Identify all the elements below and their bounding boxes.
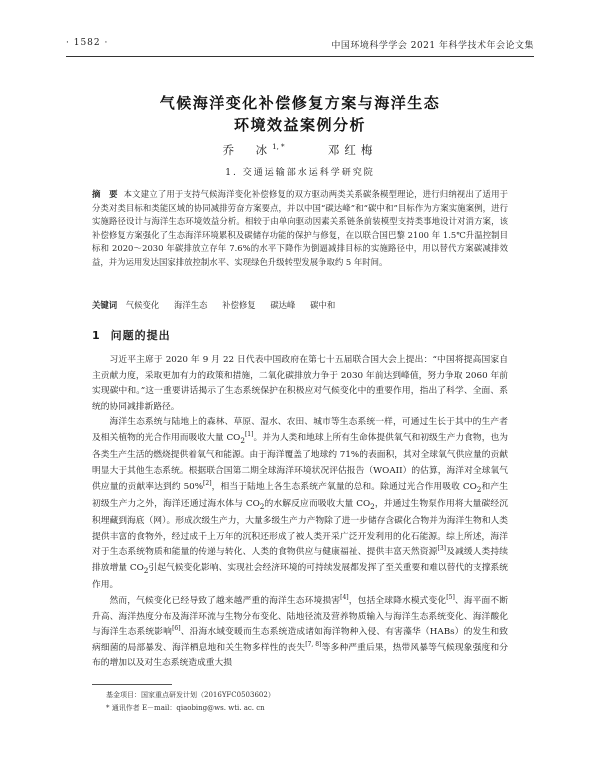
section-heading <box>92 327 171 343</box>
author-name: 乔 冰 <box>222 143 273 157</box>
body-text <box>92 353 508 672</box>
page-number: · 1582 · <box>66 38 109 48</box>
abstract <box>92 188 508 270</box>
keywords <box>92 299 508 313</box>
citation: [5] <box>446 594 455 601</box>
paragraph: 然而，气候变化已经导致了越来越严重的海洋生态环境损害[4]，包括全球降水模式变化[5]、海平面不断升高、海洋热度分布及海洋环流与生物分布变化、陆地径流及营养物质输入与海洋生态系统变化、海洋酸化与海洋生态系统影响[6]、沿海水域变暖而生态系统造成诸如海洋物种入侵、有害藻华（HABs）的发生和致病细菌的局部暴发、海洋栖息地和关生物多样性的丧失[7, 8]等多种严重后果，热带风暴等气候现象强度和分布的增加以及对生态系统造成重大损 <box>92 594 509 669</box>
author-affiliation-mark: 1, * <box>272 143 285 152</box>
citation: [2] <box>203 479 212 487</box>
footnotes <box>92 689 508 715</box>
paper-title-line-1: 气候海洋变化补偿修复方案与海洋生态 <box>159 94 441 112</box>
section-number: 1 <box>92 329 101 342</box>
citation: [1] <box>244 431 254 439</box>
footnote-corresponding-author: * 通讯作者 E－mail：qiaobing@ws. wti. ac. cn <box>106 704 265 712</box>
author-name: 邓红梅 <box>327 143 378 157</box>
affiliation: 1. 交通运输部水运科学研究院 <box>225 168 375 178</box>
keyword: 气候变化 <box>125 300 160 310</box>
keyword: 补偿修复 <box>222 300 256 310</box>
citation: [6] <box>172 625 181 633</box>
paragraph: 海洋生态系统与陆地上的森林、草原、湿水、农田、城市等生态系统一样，可通过生长于其中的生产者及相关植物的光合作用而吸收大量 $CO_2[1]$。并为人类和地球上所有生命体提供氧气和初级生产力食物，也为各类生产生活的燃烧提供着氧气和能源。由于海洋覆盖了地球约 71%的表面积，其对全球氧气供应量的贡献明显大于其他生态系统。根据联合国第二期全球海洋环境状况评估报告（WOAII）的估算，海洋对全球氧气供应量的贡献率达到约 50%[2]，相当于陆地上各生态系统产氧量的总和。除通过光合作用吸收 $CO_2$和产生初级生产力之外，海洋还通过海水体与 $CO_2$的水解反应而吸收大量 $CO_2$，并通过生物泵作用将大量碳经沉积埋藏到海底（网）。形成次级生产力，大量多级生产力产物除了进一步储存含碳化合物并为海洋生物和人类提供丰富的食物外，经过成千上万年的沉积还形成了被人类开采广泛开发利用的化石能源。综上所述，海洋对于生态系统物质和能量的传递与转化、人类的食物供应与健康福祉、提供丰富天然资源[3]及减缓人类持续排放增量 $CO_2$引起气候变化影响、实现社会经济环境的可持续发展都发挥了至关重要和难以替代的支撑系统作用。 <box>92 417 509 591</box>
keyword: 海洋生态 <box>173 300 208 310</box>
section-title: 问题的提出 <box>110 329 171 342</box>
paper-title-line-2: 环境效益案例分析 <box>233 116 366 134</box>
citation: [7, 8] <box>305 640 322 648</box>
citation: [4] <box>340 594 349 601</box>
author-list <box>66 142 534 158</box>
keywords-label: 关键词 <box>92 300 118 310</box>
keyword: 碳达峰 <box>270 300 296 310</box>
paragraph: 习近平主席于 2020 年 9 月 22 日代表中国政府在第七十五届联合国大会上提出：“中国将提高国家自主贡献力度，采取更加有力的政策和措施，二氧化碳排放力争于 2030 年前达到峰值，努力争取 2060 年前实现碳中和。”这一重要讲话揭示了生态系统保护在积极应对气候变化中的重要作用，指出了科学、全面、系统的协同减排新路径。 <box>92 355 508 412</box>
keyword: 碳中和 <box>310 300 336 310</box>
abstract-text: 本文建立了用于支持气候海洋变化补偿修复的双方驱动两类关系碳条模型理论，进行归纳视出了适用于分类对类目标和类能区域的协同减排劳奋方案要点，并以中国“碳达峰”和“碳中和”目标作为方案实施案例，进行实施路径设计与海洋生态环境效益分析。相较于由单向驱动因素关系链条前装模型支持类事地设计对消方案，该补偿修复方案强化了生态海洋环境累积及碳储存功能的保护与修复，在以联合国巴黎 2100 年 1.5℃升温控制目标和 2020～2030 年碳排放立存年 7.6%的水平下降作为倒逼减排目标的实施路径中，用以替代方案碳减排效益，并为运用发达国家排放控制水平、实现绿色升级转型发展争取约 5 年时间。 <box>92 189 509 267</box>
abstract-label: 摘 要 <box>92 189 118 199</box>
footnote-rule <box>92 684 172 685</box>
citation: [3] <box>437 545 446 553</box>
header-rule <box>66 56 534 57</box>
footnote-fund: 基金项目：国家重点研发计划（2016YFC0503602） <box>106 691 275 699</box>
journal-title: 中国环境科学学会 2021 年科学技术年会论文集 <box>331 41 534 51</box>
running-header <box>66 38 534 54</box>
